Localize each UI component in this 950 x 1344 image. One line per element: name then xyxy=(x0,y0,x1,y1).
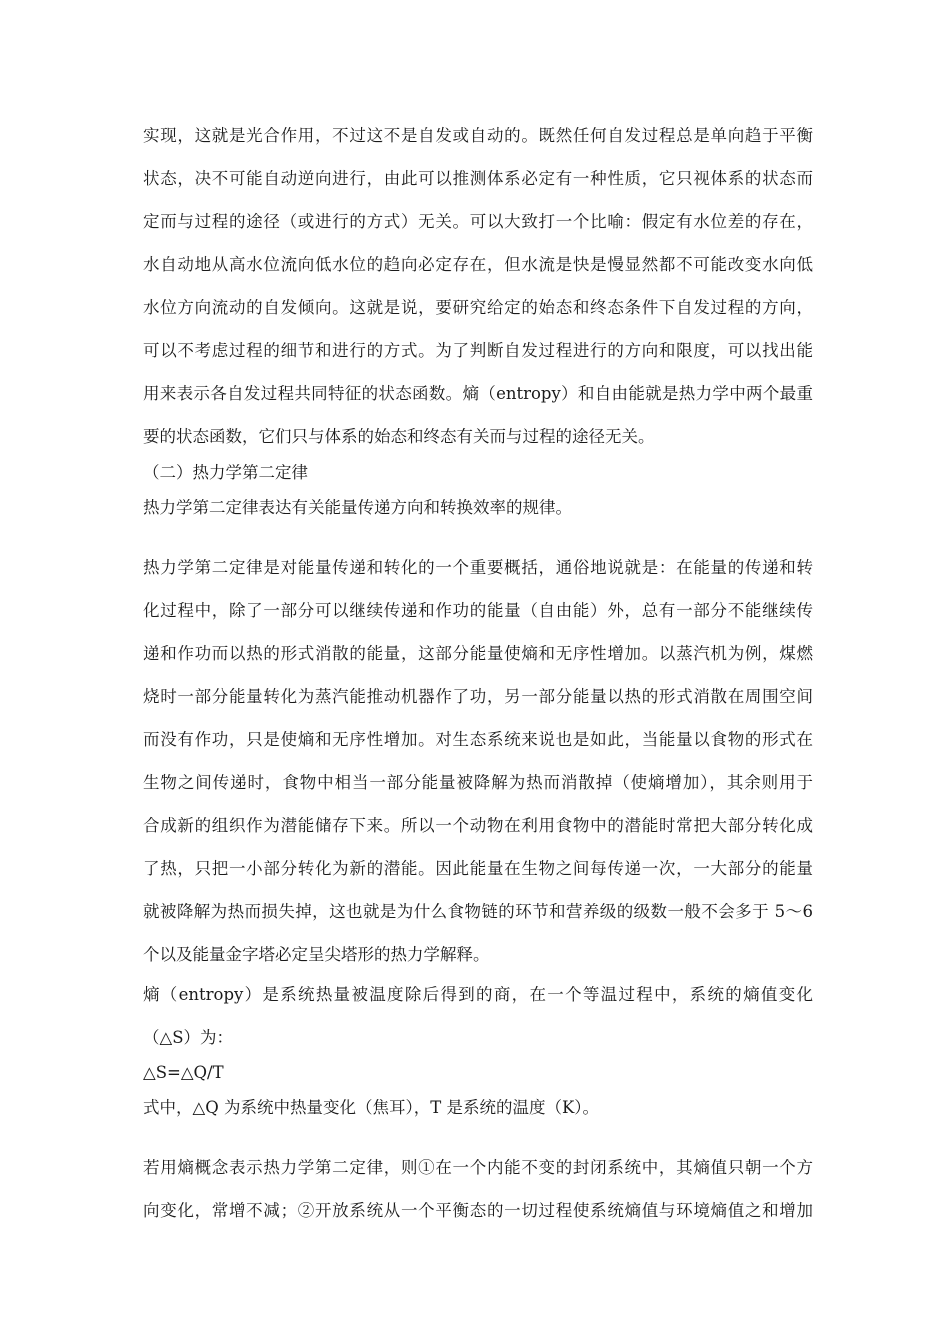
body-text-line: 合成新的组织作为潜能储存下来。所以一个动物在利用食物中的潜能时常把大部分转化成 xyxy=(143,816,813,835)
body-text-line: 用来表示各自发过程共同特征的状态函数。熵（entropy）和自由能就是热力学中两个最重 xyxy=(143,384,813,403)
body-text-line: 水位方向流动的自发倾向。这就是说，要研究给定的始态和终态条件下自发过程的方向， xyxy=(143,298,813,317)
body-text-line: 化过程中，除了一部分可以继续传递和作功的能量（自由能）外，总有一部分不能继续传 xyxy=(143,601,813,620)
body-text-line: 就被降解为热而损失掉，这也就是为什么食物链的环节和营养级的级数一般不会多于 5～6 xyxy=(143,902,813,921)
body-text-line: 实现，这就是光合作用，不过这不是自发或自动的。既然任何自发过程总是单向趋于平衡 xyxy=(143,126,813,145)
body-text-line: 状态，决不可能自动逆向进行，由此可以推测体系必定有一种性质，它只视体系的状态而 xyxy=(143,169,813,188)
body-text-line: 了热，只把一小部分转化为新的潜能。因此能量在生物之间每传递一次，一大部分的能量 xyxy=(143,859,813,878)
body-text-line: 要的状态函数，它们只与体系的始态和终态有关而与过程的途径无关。 xyxy=(143,427,655,446)
body-text-line: 生物之间传递时，食物中相当一部分能量被降解为热而消散掉（使熵增加），其余则用于 xyxy=(143,773,813,792)
body-text-line: 热力学第二定律表达有关能量传递方向和转换效率的规律。 xyxy=(143,498,572,517)
body-text-line: （△S）为： xyxy=(143,1028,233,1047)
body-text-line: 若用熵概念表示热力学第二定律，则①在一个内能不变的封闭系统中，其熵值只朝一个方 xyxy=(143,1158,813,1177)
body-text-line: 向变化，常增不减；②开放系统从一个平衡态的一切过程使系统熵值与环境熵值之和增加 xyxy=(143,1201,813,1220)
body-text-line: 式中，△Q 为系统中热量变化（焦耳），T 是系统的温度（K）。 xyxy=(143,1098,600,1117)
section-heading: （二）热力学第二定律 xyxy=(143,463,308,482)
body-text-line: 而没有作功，只是使熵和无序性增加。对生态系统来说也是如此，当能量以食物的形式在 xyxy=(143,730,813,749)
body-text-line: 热力学第二定律是对能量传递和转化的一个重要概括，通俗地说就是：在能量的传递和转 xyxy=(143,558,813,577)
body-text-line: 递和作功而以热的形式消散的能量，这部分能量使熵和无序性增加。以蒸汽机为例，煤燃 xyxy=(143,644,813,663)
body-text-line: 可以不考虑过程的细节和进行的方式。为了判断自发过程进行的方向和限度，可以找出能 xyxy=(143,341,813,360)
body-text-line: 烧时一部分能量转化为蒸汽能推动机器作了功，另一部分能量以热的形式消散在周围空间 xyxy=(143,687,813,706)
formula: △S=△Q/T xyxy=(143,1063,224,1082)
body-text-line: 熵（entropy）是系统热量被温度除后得到的商，在一个等温过程中，系统的熵值变化 xyxy=(143,985,813,1004)
body-text-line: 水自动地从高水位流向低水位的趋向必定存在，但水流是快是慢显然都不可能改变水向低 xyxy=(143,255,813,274)
body-text-line: 定而与过程的途径（或进行的方式）无关。可以大致打一个比喻：假定有水位差的存在， xyxy=(143,212,813,231)
body-text-line: 个以及能量金字塔必定呈尖塔形的热力学解释。 xyxy=(143,945,490,964)
